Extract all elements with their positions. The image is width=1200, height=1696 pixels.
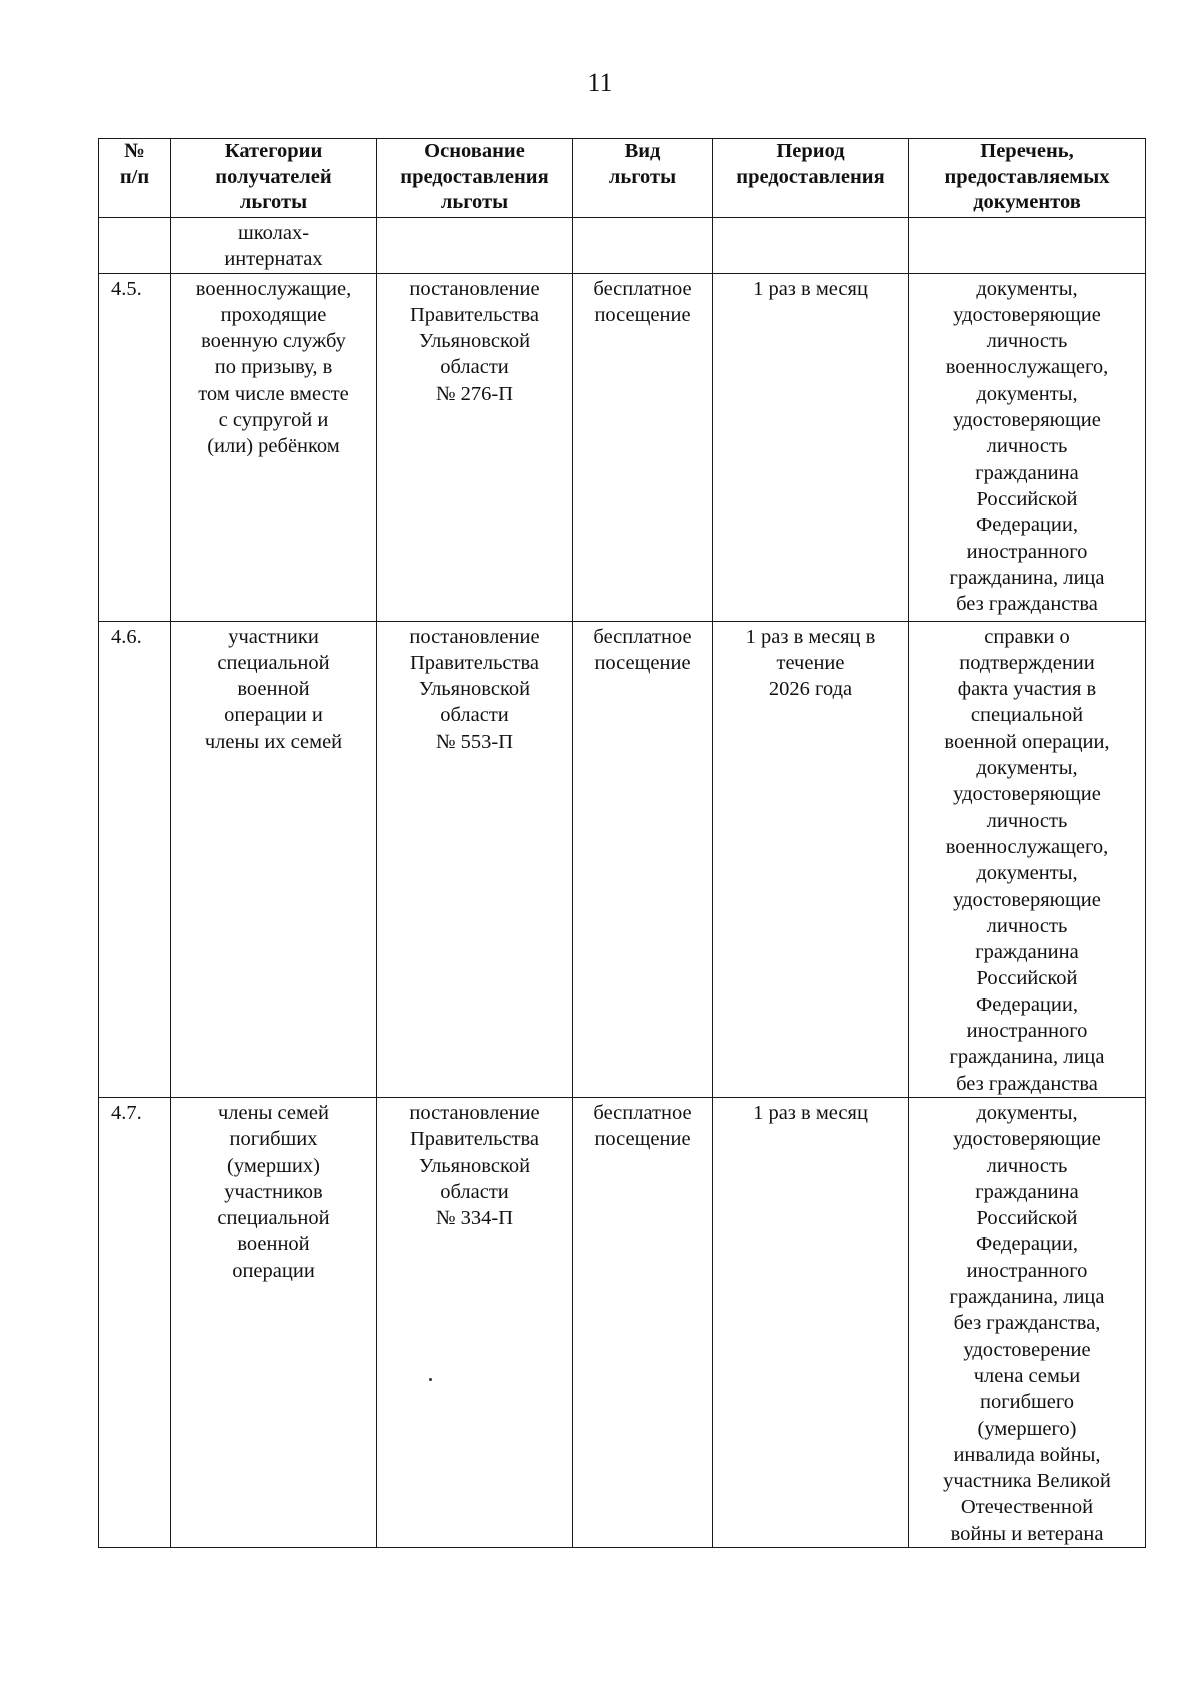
header-basis: Основание предоставления льготы — [377, 139, 573, 218]
header-number: № п/п — [99, 139, 171, 218]
header-category: Категории получателей льготы — [171, 139, 377, 218]
cell-period: 1 раз в месяц в течение 2026 года — [713, 621, 909, 1097]
cell-documents — [909, 218, 1146, 274]
table-header-row — [99, 139, 1146, 218]
cell-period: 1 раз в месяц — [713, 1097, 909, 1547]
cell-number: 4.5. — [99, 273, 171, 621]
cell-type: бесплатное посещение — [573, 1097, 713, 1547]
cell-period — [713, 218, 909, 274]
scan-speck — [429, 1378, 432, 1381]
header-period: Период предоставления — [713, 139, 909, 218]
table-row — [99, 621, 1146, 1097]
benefits-table — [98, 138, 1146, 1548]
cell-type — [573, 218, 713, 274]
cell-period: 1 раз в месяц — [713, 273, 909, 621]
cell-category: участники специальной военной операции и члены их семей — [171, 621, 377, 1097]
cell-category: военнослужащие, проходящие военную службу по призыву, в том числе вместе с супругой и (или) ребёнком — [171, 273, 377, 621]
cell-documents: документы, удостоверяющие личность военнослужащего, документы, удостоверяющие личность гражданина Российской Федерации, иностранного гражданина, лица без гражданства — [909, 273, 1146, 621]
cell-basis — [377, 218, 573, 274]
table-row — [99, 1097, 1146, 1547]
cell-basis: постановление Правительства Ульяновской области № 553-П — [377, 621, 573, 1097]
table-row — [99, 273, 1146, 621]
cell-category: члены семей погибших (умерших) участников специальной военной операции — [171, 1097, 377, 1547]
cell-type: бесплатное посещение — [573, 621, 713, 1097]
page-number: 11 — [587, 68, 613, 97]
cell-type: бесплатное посещение — [573, 273, 713, 621]
cell-number: 4.6. — [99, 621, 171, 1097]
cell-documents: справки о подтверждении факта участия в специальной военной операции, документы, удостоверяющие личность военнослужащего, документы, удостоверяющие личность гражданина Российской Федерации, иностранного гражданина, лица без гражданства — [909, 621, 1146, 1097]
cell-basis: постановление Правительства Ульяновской области № 276-П — [377, 273, 573, 621]
cell-number: 4.7. — [99, 1097, 171, 1547]
cell-basis: постановление Правительства Ульяновской области № 334-П — [377, 1097, 573, 1547]
cell-number — [99, 218, 171, 274]
cell-category: школах- интернатах — [171, 218, 377, 274]
header-documents: Перечень, предоставляемых документов — [909, 139, 1146, 218]
header-type: Вид льготы — [573, 139, 713, 218]
table-row-continuation — [99, 218, 1146, 274]
cell-documents: документы, удостоверяющие личность гражданина Российской Федерации, иностранного гражданина, лица без гражданства, удостоверение члена семьи погибшего (умершего) инвалида войны, участника Великой Отечественной войны и ветерана — [909, 1097, 1146, 1547]
